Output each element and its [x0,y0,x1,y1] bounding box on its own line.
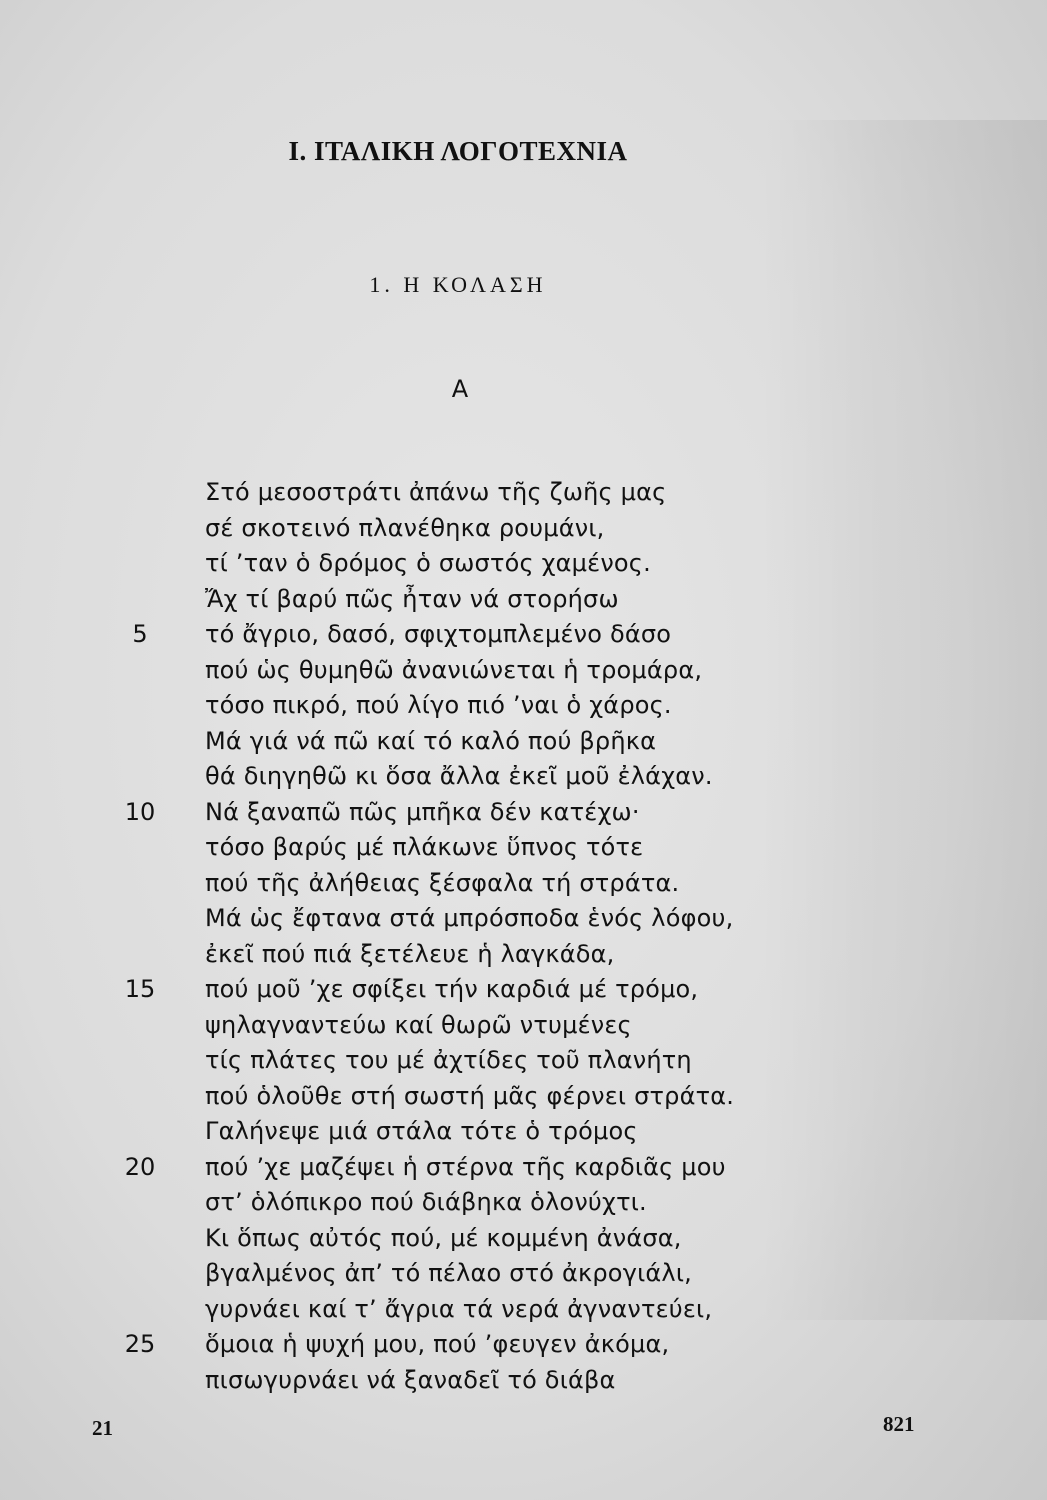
line-text: Γαλήνεψε μιά στάλα τότε ὁ τρόμος [205,1117,638,1145]
poem-line [0,1008,1047,1044]
line-text: τόσο πικρό, πού λίγο πιό ’ναι ὁ χάρος. [205,691,672,719]
line-text: Νά ξαναπῶ πῶς μπῆκα δέν κατέχω· [205,797,640,826]
poem-line [0,724,1047,760]
poem-line [0,546,1047,582]
line-text: βγαλμένος ἀπ’ τό πέλαο στό ἀκρογιάλι, [205,1259,692,1287]
line-number: 5 [132,620,148,648]
line-text: πού μοῦ ’χε σφίξει τήν καρδιά μέ τρόμο, [205,975,699,1003]
poem-line [0,511,1047,547]
line-text: γυρνάει καί τ’ ἄγρια τά νερά ἀγναντεύει, [205,1294,713,1323]
poem-line [0,795,1047,831]
poem-line [0,1256,1047,1292]
line-text: ἐκεῖ πού πιά ξετέλευε ἡ λαγκάδα, [205,939,615,968]
line-text: Στό μεσοστράτι ἀπάνω τῆς ζωῆς μας [205,478,667,506]
poem-line [0,688,1047,724]
signature-mark: 21 [92,1416,113,1440]
line-text: τί ’ταν ὁ δρόμος ὁ σωστός χαμένος. [205,549,651,577]
line-text: Κι ὅπως αὐτός πού, μέ κομμένη ἀνάσα, [205,1223,682,1252]
poem-line [0,937,1047,973]
poem-line [0,759,1047,795]
line-text: σέ σκοτεινό πλανέθηκα ρουμάνι, [205,513,605,542]
poem-line [0,972,1047,1008]
poem-line [0,1150,1047,1186]
line-text: πού ’χε μαζέψει ἡ στέρνα τῆς καρδιᾶς μου [205,1152,726,1181]
line-text: τό ἄγριο, δασό, σφιχτομπλεμένο δάσο [205,620,672,648]
line-text: θά διηγηθῶ κι ὅσα ἄλλα ἐκεῖ μοῦ ἐλάχαν. [205,762,713,790]
line-text: πού τῆς ἀλήθειας ξέσφαλα τή στράτα. [205,868,680,897]
poem-line [0,1043,1047,1079]
poem-line [0,901,1047,937]
line-text: ψηλαγναντεύω καί θωρῶ ντυμένες [205,1010,632,1039]
poem-line [0,1079,1047,1115]
poem-line [0,1221,1047,1257]
line-text: πισωγυρνάει νά ξαναδεῖ τό διάβα [205,1365,616,1394]
line-text: τίς πλάτες του μέ ἀχτίδες τοῦ πλανήτη [205,1046,692,1074]
poem-line [0,866,1047,902]
line-text: Μά ὡς ἔφτανα στά μπρόσποδα ἑνός λόφου, [205,904,734,932]
line-text: ὅμοια ἡ ψυχή μου, πού ’φευγεν ἀκόμα, [205,1330,670,1358]
poem-line [0,653,1047,689]
poem-line [0,582,1047,618]
poem-line [0,1114,1047,1150]
canto-heading: Α [451,375,469,403]
poem-line [0,1327,1047,1363]
chapter-title: 1. Η ΚΟΛΑΣΗ [369,272,547,297]
poem-body [0,475,1047,1398]
poem-line [0,1292,1047,1328]
line-number: 15 [124,975,156,1003]
poem-line [0,475,1047,511]
section-title: I. ΙΤΑΛΙΚΗ ΛΟΓΟΤΕΧΝΙΑ [288,136,628,166]
poem-line [0,1363,1047,1399]
line-text: πού ὡς θυμηθῶ ἀνανιώνεται ἡ τρομάρα, [205,655,703,684]
poem-line [0,830,1047,866]
poem-line [0,1185,1047,1221]
poem-line [0,617,1047,653]
line-text: Ἄχ τί βαρύ πῶς ἦταν νά στορήσω [205,584,619,613]
line-text: πού ὁλοῦθε στή σωστή μᾶς φέρνει στράτα. [205,1081,735,1110]
line-number: 25 [124,1330,156,1358]
line-text: τόσο βαρύς μέ πλάκωνε ὕπνος τότε [205,833,644,861]
line-text: στ’ ὁλόπικρο πού διάβηκα ὁλονύχτι. [205,1188,647,1216]
line-number: 20 [124,1152,156,1181]
line-number: 10 [124,797,156,826]
page-number: 821 [883,1412,915,1436]
line-text: Μά γιά νά πῶ καί τό καλό πού βρῆκα [205,726,657,755]
